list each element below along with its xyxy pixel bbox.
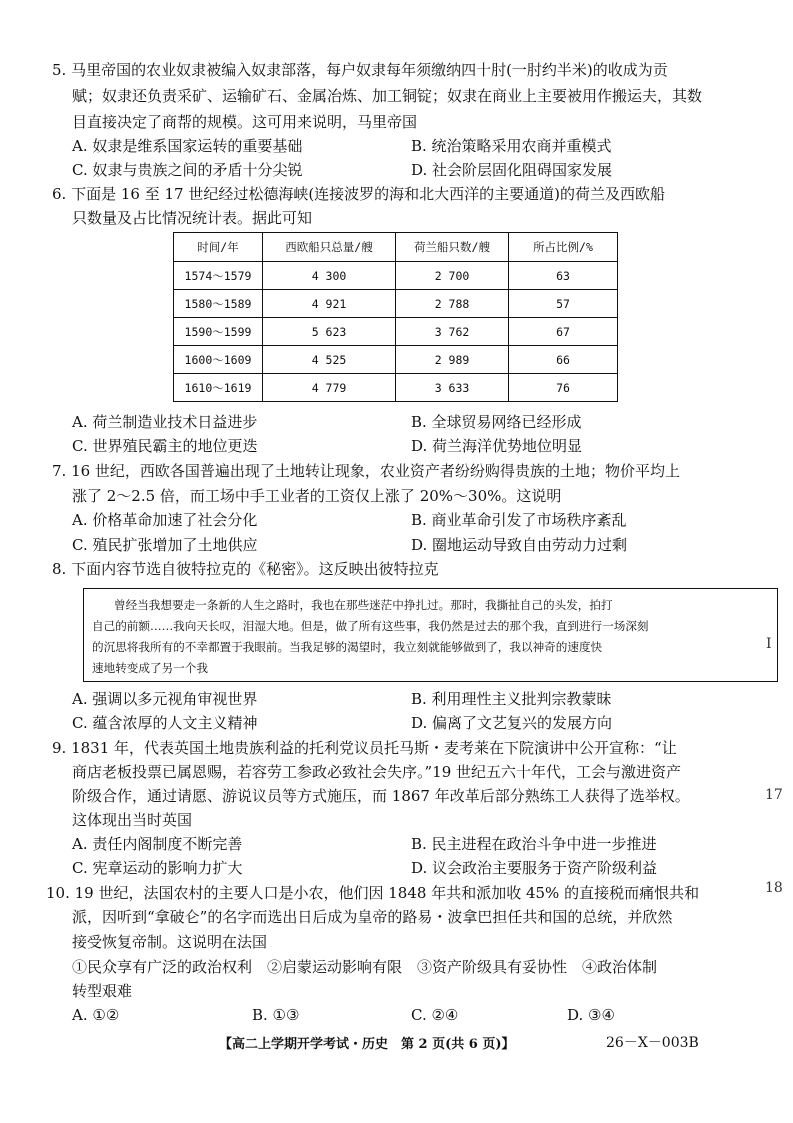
table-cell: 4 300 <box>263 262 396 290</box>
q6-stem-line-1: 6. 下面是 16 至 17 世纪经过松德海峡(连接波罗的海和北大西洋的主要通道)的荷兰及西欧船 <box>52 185 666 203</box>
q5-option-c[interactable]: C. 奴隶与贵族之间的矛盾十分尖锐 <box>72 161 303 179</box>
quote-line: 的沉思将我所有的不幸都置于我眼前。当我足够的渴望时，我立刻就能够做到了，我以神奇的速度快 <box>92 640 603 654</box>
q10-option-c[interactable]: C. ②④ <box>411 1006 459 1024</box>
q8-option-b[interactable]: B. 利用理性主义批判宗教蒙昧 <box>411 690 612 708</box>
q10-stem-line-3: 接受恢复帝制。这说明在法国 <box>72 933 268 951</box>
q6-stem-line-2: 只数量及占比情况统计表。据此可知 <box>72 209 313 227</box>
q10-stem-line-1: 10. 19 世纪，法国农村的主要人口是小农，他们因 1848 年共和派加收 45% 的直接税而痛恨共和 <box>46 884 700 902</box>
table-header-cell: 所占比例/% <box>509 233 618 262</box>
q5-stem-line-1: 5. 马里帝国的农业奴隶被编入奴隶部落，每户奴隶每年须缴纳四十肘(一肘约半米)的收成为贡 <box>52 61 668 79</box>
q8-option-d[interactable]: D. 偏离了文艺复兴的发展方向 <box>411 714 613 732</box>
q10-option-a[interactable]: A. ①② <box>72 1006 120 1024</box>
q9-stem-line-4: 这体现出当时英国 <box>72 811 193 829</box>
q10-statements-line-2: 转型艰难 <box>72 982 133 1000</box>
table-row <box>174 290 618 318</box>
q7-stem-line-1: 7. 16 世纪，西欧各国普遍出现了土地转让现象，农业资产者纷纷购得贵族的土地；物价平均上 <box>52 462 680 480</box>
table-cell: 66 <box>509 346 618 374</box>
q7-option-d[interactable]: D. 圈地运动导致自由劳动力过剩 <box>411 536 628 554</box>
table-header-cell: 荷兰船只数/艘 <box>396 233 509 262</box>
petrarch-quote-box <box>83 588 778 682</box>
table-header-cell: 西欧船只总量/艘 <box>263 233 396 262</box>
q6-option-d[interactable]: D. 荷兰海洋优势地位明显 <box>411 437 583 455</box>
edge-mark: 17 <box>765 787 783 803</box>
q7-option-b[interactable]: B. 商业革命引发了市场秩序紊乱 <box>411 511 627 529</box>
q6-option-b[interactable]: B. 全球贸易网络已经形成 <box>411 413 582 431</box>
table-header-cell: 时间/年 <box>174 233 263 262</box>
q9-option-d[interactable]: D. 议会政治主要服务于资产阶级利益 <box>411 859 658 877</box>
q8-option-a[interactable]: A. 强调以多元视角审视世界 <box>72 690 258 708</box>
table-cell: 4 525 <box>263 346 396 374</box>
quote-line: 自己的前额……我向天长叹，泪湿大地。但是，做了所有这些事，我仍然是过去的那个我，直到进行一场深刻 <box>92 619 649 633</box>
q5-option-d[interactable]: D. 社会阶层固化阻碍国家发展 <box>411 161 613 179</box>
q6-option-a[interactable]: A. 荷兰制造业技术日益进步 <box>72 413 258 431</box>
paper-code: 26－X－003B <box>606 1035 699 1051</box>
q5-stem-line-2: 赋；奴隶还负责采矿、运输矿石、金属冶炼、加工铜锭；奴隶在商业上主要被用作搬运夫，其数 <box>72 87 703 105</box>
edge-mark: I <box>766 636 772 652</box>
q9-option-a[interactable]: A. 责任内阁制度不断完善 <box>72 835 243 853</box>
table-cell: 76 <box>509 374 618 402</box>
table-cell: 1610～1619 <box>174 374 263 402</box>
q7-option-c[interactable]: C. 殖民扩张增加了土地供应 <box>72 536 258 554</box>
table-header-row <box>174 233 618 262</box>
q7-stem-line-2: 涨了 2～2.5 倍，而工场中手工业者的工资仅上涨了 20%～30%。这说明 <box>72 487 562 505</box>
table-cell: 4 921 <box>263 290 396 318</box>
q10-option-d[interactable]: D. ③④ <box>567 1006 615 1024</box>
table-row <box>174 374 618 402</box>
table-row <box>174 262 618 290</box>
q10-stem-line-2: 派，因听到“拿破仑”的名字而选出日后成为皇帝的路易・波拿巴担任共和国的总统，并欣然 <box>72 908 673 926</box>
table-cell: 67 <box>509 318 618 346</box>
q10-statements-line-1: ①民众享有广泛的政治权利 ②启蒙运动影响有限 ③资产阶级具有妥协性 ④政治体制 <box>72 958 658 976</box>
q9-option-c[interactable]: C. 宪章运动的影响力扩大 <box>72 859 243 877</box>
q10-option-b[interactable]: B. ①③ <box>252 1006 300 1024</box>
quote-line: 曾经当我想要走一条新的人生之路时，我也在那些迷茫中挣扎过。那时，我撕扯自己的头发，拍打 <box>114 598 613 612</box>
table-row <box>174 318 618 346</box>
quote-line: 速地转变成了另一个我 <box>92 661 208 675</box>
table-row <box>174 346 618 374</box>
q7-option-a[interactable]: A. 价格革命加速了社会分化 <box>72 511 258 529</box>
q5-stem-line-3: 目直接决定了商帮的规模。这可用来说明，马里帝国 <box>72 113 418 131</box>
table-cell: 2 989 <box>396 346 509 374</box>
table-cell: 3 762 <box>396 318 509 346</box>
page-footer-title: 【高二上学期开学考试・历史 第 2 页(共 6 页)】 <box>219 1037 515 1052</box>
table-cell: 2 788 <box>396 290 509 318</box>
table-cell: 2 700 <box>396 262 509 290</box>
table-cell: 1590～1599 <box>174 318 263 346</box>
table-cell: 4 779 <box>263 374 396 402</box>
q9-option-b[interactable]: B. 民主进程在政治斗争中进一步推进 <box>411 835 657 853</box>
edge-mark: 18 <box>765 880 783 896</box>
table-cell: 1580～1589 <box>174 290 263 318</box>
table-cell: 1574～1579 <box>174 262 263 290</box>
ship-statistics-table <box>173 232 618 402</box>
q9-stem-line-1: 9. 1831 年，代表英国土地贵族利益的托利党议员托马斯・麦考莱在下院演讲中公开宣称：“让 <box>52 739 677 757</box>
table-cell: 1600～1609 <box>174 346 263 374</box>
q5-option-b[interactable]: B. 统治策略采用农商并重模式 <box>411 137 612 155</box>
q9-stem-line-3: 阶级合作，通过请愿、游说议员等方式施压，而 1867 年改革后部分熟练工人获得了选举权。 <box>72 787 690 805</box>
q9-stem-line-2: 商店老板投票已属恩赐，若容劳工参政必致社会失序。”19 世纪五六十年代，工会与激进资产 <box>72 763 682 781</box>
q8-stem-line-1: 8. 下面内容节选自彼特拉克的《秘密》。这反映出彼特拉克 <box>52 560 439 578</box>
table-cell: 5 623 <box>263 318 396 346</box>
q8-option-c[interactable]: C. 蕴含浓厚的人文主义精神 <box>72 714 258 732</box>
table-cell: 3 633 <box>396 374 509 402</box>
table-cell: 63 <box>509 262 618 290</box>
q6-option-c[interactable]: C. 世界殖民霸主的地位更迭 <box>72 437 258 455</box>
q5-option-a[interactable]: A. 奴隶是维系国家运转的重要基础 <box>72 137 303 155</box>
table-cell: 57 <box>509 290 618 318</box>
